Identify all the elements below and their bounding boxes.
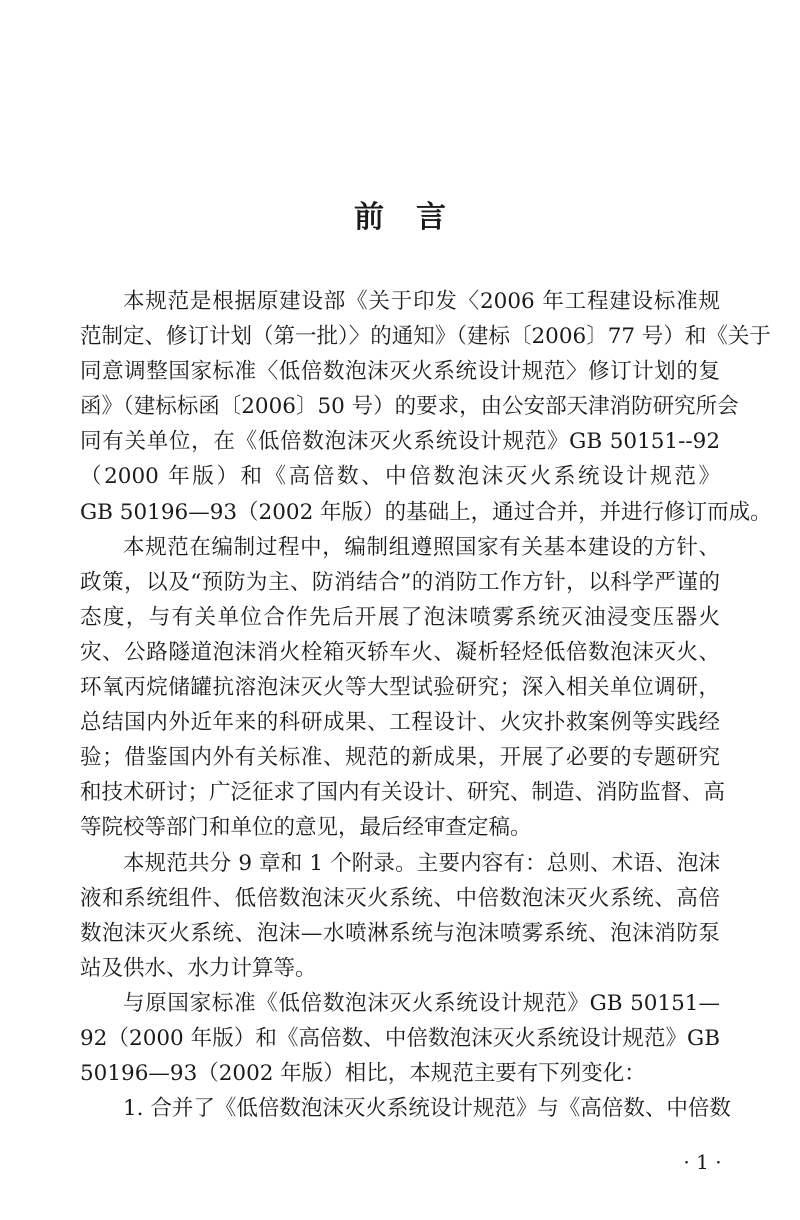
text-line: 1. 合并了《低倍数泡沫灭火系统设计规范》与《高倍数、中倍数 xyxy=(123,1096,731,1122)
paragraph xyxy=(80,530,726,846)
page-number: · 1 · xyxy=(683,1150,722,1174)
text-line: 本规范在编制过程中，编制组遵照国家有关基本建设的方针、 xyxy=(123,534,720,560)
text-line: 50196—93（2002 年版）相比，本规范主要有下列变化： xyxy=(80,1061,646,1087)
paragraph xyxy=(80,846,720,986)
text-line: 92（2000 年版）和《高倍数、中倍数泡沫灭火系统设计规范》GB xyxy=(80,1025,720,1051)
text-line: 与原国家标准《低倍数泡沫灭火系统设计规范》GB 50151— xyxy=(123,990,720,1016)
text-line: GB 50196—93（2002 年版）的基础上，通过合并，并进行修订而成。 xyxy=(80,499,772,525)
text-line: 范制定、修订计划（第一批）〉的通知》（建标〔2006〕77 号）和《关于 xyxy=(80,324,771,350)
text-line: 总结国内外近年来的科研成果、工程设计、火灾扑救案例等实践经 xyxy=(80,710,720,736)
text-line: 环氧丙烷储罐抗溶泡沫灭火等大型试验研究；深入相关单位调研， xyxy=(80,675,720,701)
text-line: 和技术研讨；广泛征求了国内有关设计、研究、制造、消防监督、高 xyxy=(80,780,726,806)
text-line: 等院校等部门和单位的意见，最后经审查定稿。 xyxy=(80,815,532,841)
page-title: 前言 xyxy=(354,200,478,235)
text-line: 本规范共分 9 章和 1 个附录。主要内容有：总则、术语、泡沫 xyxy=(123,850,720,876)
text-line: （2000 年版）和《高倍数、中倍数泡沫灭火系统设计规范》 xyxy=(80,464,720,490)
text-line: 函》（建标标函〔2006〕50 号）的要求，由公安部天津消防研究所会 xyxy=(80,394,739,420)
text-line: 态度，与有关单位合作先后开展了泡沫喷雾系统灭油浸变压器火 xyxy=(80,604,720,630)
text-line: 数泡沫灭火系统、泡沫—水喷淋系统与泡沫喷雾系统、泡沫消防泵 xyxy=(80,920,720,946)
text-line: 同有关单位，在《低倍数泡沫灭火系统设计规范》GB 50151--92 xyxy=(80,429,720,455)
text-line: 灾、公路隧道泡沫消火栓箱灭轿车火、凝析轻烃低倍数泡沫灭火、 xyxy=(80,639,720,665)
text-line: 同意调整国家标准〈低倍数泡沫灭火系统设计规范〉修订计划的复 xyxy=(80,359,720,385)
paragraph xyxy=(80,1091,731,1126)
text-line: 站及供水、水力计算等。 xyxy=(80,955,317,981)
text-line: 本规范是根据原建设部《关于印发〈2006 年工程建设标准规 xyxy=(123,289,720,314)
text-line: 验；借鉴国内外有关标准、规范的新成果，开展了必要的专题研究 xyxy=(80,745,720,771)
document-body xyxy=(80,284,772,1126)
paragraph xyxy=(80,284,772,530)
text-line: 液和系统组件、低倍数泡沫灭火系统、中倍数泡沫灭火系统、高倍 xyxy=(80,885,720,911)
text-line: 政策，以及“预防为主、防消结合”的消防工作方针，以科学严谨的 xyxy=(80,569,720,595)
paragraph xyxy=(80,986,720,1091)
